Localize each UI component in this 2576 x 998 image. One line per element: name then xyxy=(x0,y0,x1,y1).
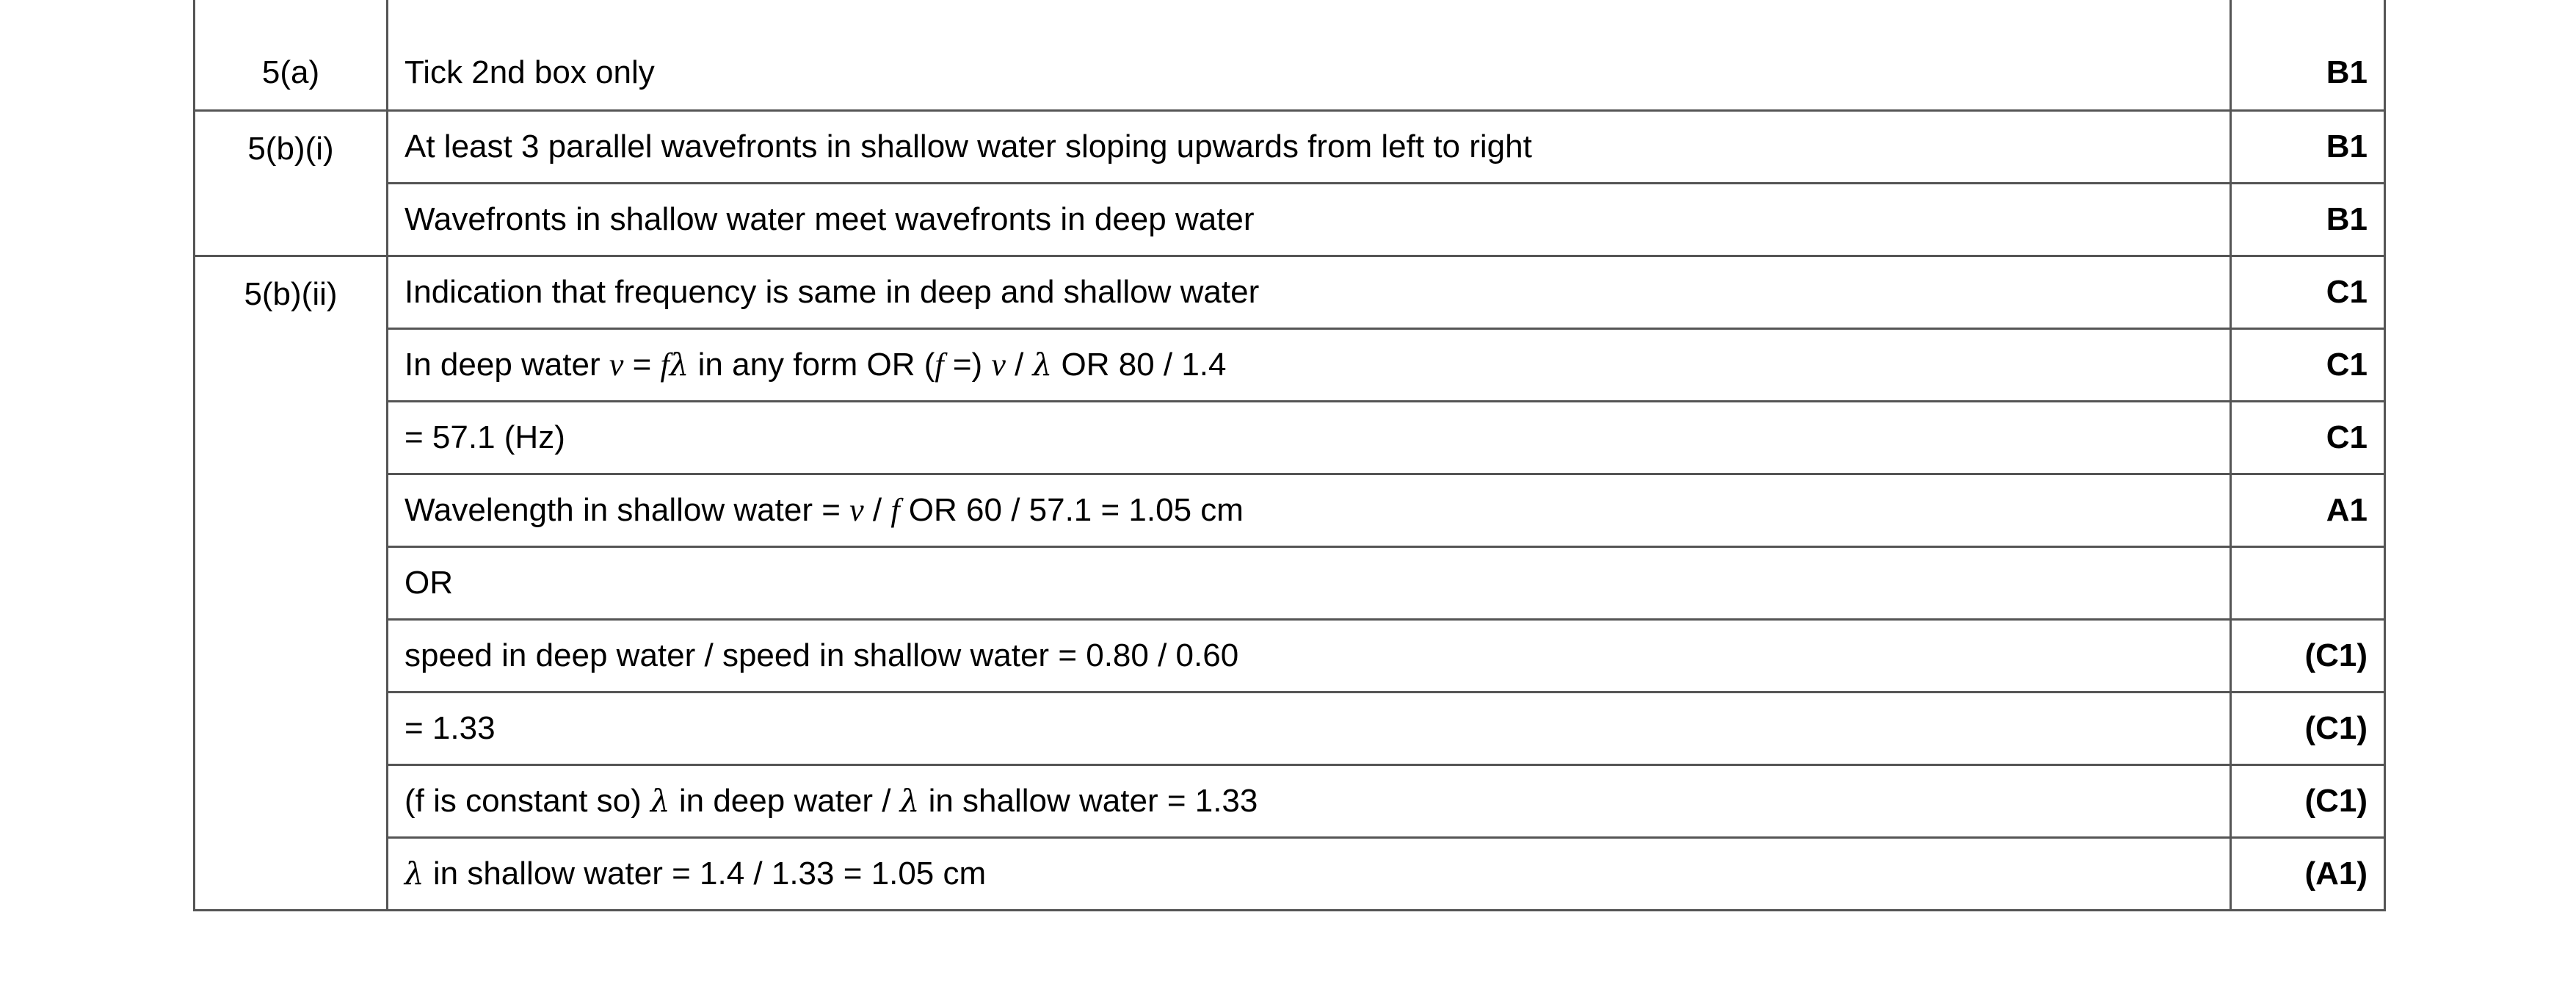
symbol-lambda: λ xyxy=(1032,346,1053,383)
table-row xyxy=(195,474,2385,546)
marks-cell: (C1) xyxy=(2231,619,2385,692)
table-row xyxy=(195,401,2385,474)
text-run: OR 60 / 57.1 = 1.05 cm xyxy=(899,491,1244,528)
answer-cell xyxy=(388,837,2231,910)
answer-cell: Indication that frequency is same in deep and shallow water xyxy=(388,256,2231,328)
table-row xyxy=(195,837,2385,910)
marks-cell: C1 xyxy=(2231,328,2385,401)
symbol-v: v xyxy=(609,346,624,383)
marks-cell: (C1) xyxy=(2231,764,2385,837)
text-run: OR 80 / 1.4 xyxy=(1052,346,1227,383)
answer-cell: Tick 2nd box only xyxy=(388,0,2231,110)
question-number: 5(a) xyxy=(195,0,388,110)
answer-cell: Wavefronts in shallow water meet wavefronts in deep water xyxy=(388,183,2231,256)
symbol-f: f xyxy=(935,346,944,383)
marks-cell xyxy=(2231,546,2385,619)
answer-cell xyxy=(388,328,2231,401)
table-row xyxy=(195,546,2385,619)
marks-cell: C1 xyxy=(2231,256,2385,328)
table-row xyxy=(195,619,2385,692)
symbol-lambda: λ xyxy=(404,855,424,892)
answer-cell: At least 3 parallel wavefronts in shallow water sloping upwards from left to right xyxy=(388,110,2231,183)
text-run: in any form OR ( xyxy=(689,346,935,383)
text-run: / xyxy=(863,491,891,528)
text-run: in shallow water = 1.4 / 1.33 = 1.05 cm xyxy=(424,855,987,892)
text-run: in deep water / xyxy=(670,782,900,819)
table-row xyxy=(195,0,2385,110)
answer-cell: speed in deep water / speed in shallow water = 0.80 / 0.60 xyxy=(388,619,2231,692)
symbol-f: f xyxy=(890,491,900,528)
marks-cell: B1 xyxy=(2231,183,2385,256)
question-number: 5(b)(ii) xyxy=(195,256,388,910)
mark-scheme-table xyxy=(193,0,2386,911)
table-row xyxy=(195,110,2385,183)
answer-cell: OR xyxy=(388,546,2231,619)
symbol-lambda: λ xyxy=(899,782,920,819)
text-run: = xyxy=(623,346,661,383)
text-run: =) xyxy=(943,346,992,383)
marks-cell: B1 xyxy=(2231,110,2385,183)
answer-cell xyxy=(388,474,2231,546)
symbol-v: v xyxy=(991,346,1006,383)
marks-cell: A1 xyxy=(2231,474,2385,546)
table-row xyxy=(195,183,2385,256)
answer-cell: = 1.33 xyxy=(388,692,2231,764)
marks-cell: (A1) xyxy=(2231,837,2385,910)
symbol-f: f xyxy=(660,346,670,383)
table-row xyxy=(195,692,2385,764)
table-row xyxy=(195,256,2385,328)
text-run: (f is constant so) xyxy=(404,782,651,819)
text-run: In deep water xyxy=(404,346,609,383)
marks-cell: C1 xyxy=(2231,401,2385,474)
text-run: Wavelength in shallow water = xyxy=(404,491,850,528)
answer-cell xyxy=(388,764,2231,837)
table-row xyxy=(195,764,2385,837)
symbol-v: v xyxy=(849,491,864,528)
answer-cell: = 57.1 (Hz) xyxy=(388,401,2231,474)
symbol-lambda: λ xyxy=(669,346,689,383)
text-run: in shallow water = 1.33 xyxy=(919,782,1258,819)
table-row xyxy=(195,328,2385,401)
marks-cell: B1 xyxy=(2231,0,2385,110)
marks-cell: (C1) xyxy=(2231,692,2385,764)
symbol-lambda: λ xyxy=(650,782,670,819)
text-run: / xyxy=(1005,346,1033,383)
question-number: 5(b)(i) xyxy=(195,110,388,256)
